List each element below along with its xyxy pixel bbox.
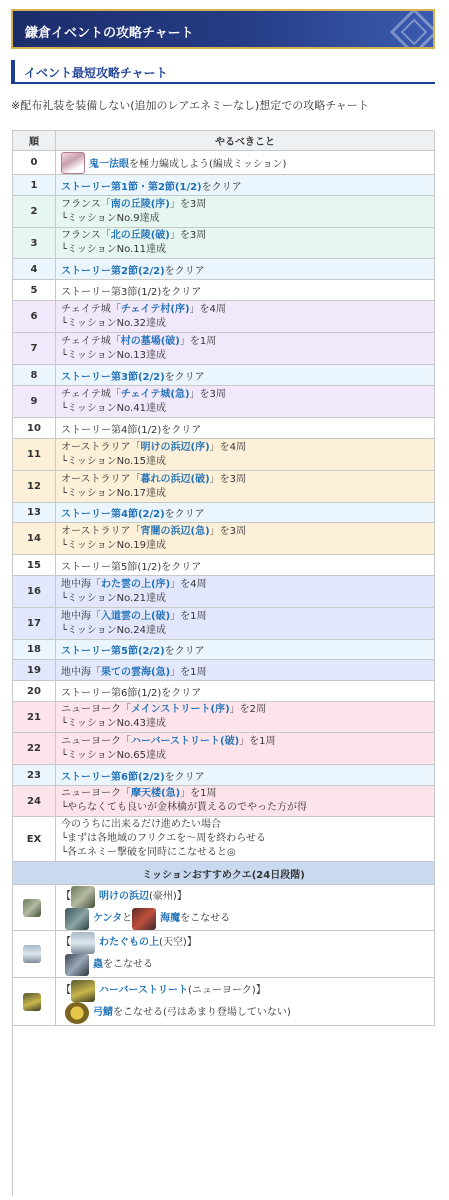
task-cell	[56, 333, 435, 365]
task-cell	[56, 681, 435, 702]
quest-link[interactable]: 北の丘陵(破)	[110, 230, 170, 241]
task-cell	[56, 660, 435, 681]
row-number: 9	[13, 386, 56, 418]
quest-link[interactable]: わた雲の上(序)	[101, 578, 171, 590]
row-number: 22	[13, 733, 56, 765]
task-cell	[56, 786, 435, 817]
quest-link[interactable]: ストーリー第4節(2/2)	[61, 509, 165, 520]
task-text: をクリア	[164, 509, 205, 520]
task-cell	[56, 301, 435, 333]
row-number: 15	[13, 555, 56, 576]
mission-note: └やらなくても良いが金林檎が貰えるのでやった方が得	[61, 802, 308, 813]
task-cell	[56, 196, 435, 228]
task-cell	[56, 471, 435, 503]
bow-icon	[65, 1002, 89, 1024]
task-cell	[56, 418, 435, 439]
task-text: ニューヨーク「	[61, 704, 131, 715]
task-main-line	[61, 684, 201, 699]
quest-link[interactable]: チェイテ村(序)	[120, 303, 190, 315]
quest-name-link[interactable]: ハーバーストリート	[99, 984, 188, 996]
task-line: 今のうちに出来るだけ進めたい場合	[61, 819, 221, 830]
quest-link[interactable]: チェイテ城(急)	[120, 388, 190, 400]
mission-note: └ミッションNo.43達成	[61, 718, 166, 729]
cloud-quest-icon	[23, 945, 41, 963]
task-text: 地中海「	[61, 610, 101, 622]
quest-title-row	[61, 932, 197, 954]
row-number: 4	[13, 259, 56, 280]
mission-note: └ミッションNo.65達成	[61, 749, 166, 761]
task-main-line	[61, 768, 205, 783]
task-main-line	[61, 642, 205, 657]
quest-enemy-row	[61, 1002, 291, 1024]
quest-text: をこなせる	[103, 959, 153, 970]
cloud-quest-icon	[71, 932, 95, 954]
task-cell	[56, 175, 435, 196]
row-number: 8	[13, 365, 56, 386]
bracket-open: 【	[61, 937, 71, 948]
quest-section-header: ミッションおすすめクエ(24日段階)	[13, 862, 435, 885]
quest-link[interactable]: ストーリー第6節(2/2)	[61, 771, 165, 783]
task-text: オーストラリア「	[61, 473, 141, 485]
enemy-link[interactable]: ケンタ	[93, 912, 123, 924]
bracket-close: 】	[255, 984, 266, 996]
task-cell	[56, 228, 435, 259]
header-task: やるべきこと	[56, 131, 435, 151]
row-number: 10	[13, 418, 56, 439]
task-main-line	[61, 388, 226, 402]
quest-icon-cell	[13, 931, 56, 978]
task-main-line	[61, 558, 201, 573]
quest-enemy-row	[61, 954, 153, 976]
mission-note: └ミッションNo.19達成	[61, 539, 166, 551]
task-line: └各エネミー撃破を同時にこなせると◎	[61, 847, 236, 858]
quest-link[interactable]: 南の丘陵(序)	[110, 198, 170, 210]
task-text: をクリア	[201, 181, 242, 193]
task-text: フランス「	[61, 198, 111, 210]
quest-region: (豪州)	[149, 890, 177, 902]
quest-detail	[56, 931, 435, 978]
task-text: 」を4周	[209, 441, 247, 453]
task-text: ストーリー第4節(1/2)をクリア	[61, 424, 202, 436]
row-number: EX	[13, 817, 56, 862]
task-cell	[56, 702, 435, 733]
bracket-open: 【	[61, 984, 71, 996]
row-number: 0	[13, 151, 56, 175]
task-text: オーストラリア「	[61, 525, 141, 537]
task-text: ニューヨーク「	[61, 788, 131, 799]
mission-note: └ミッションNo.41達成	[61, 402, 166, 414]
bracket-close: 】	[176, 890, 187, 902]
quest-enemy-row	[61, 908, 230, 930]
task-text: オーストラリア「	[61, 441, 141, 453]
task-main-line	[61, 368, 205, 383]
crest-icon	[389, 9, 435, 49]
row-number: 3	[13, 228, 56, 259]
quest-link[interactable]: 入道雲の上(破)	[101, 610, 171, 622]
quest-name-link[interactable]: わたぐもの上	[99, 937, 159, 948]
row-number: 13	[13, 503, 56, 523]
task-text: を極力編成しよう(編成ミッション)	[129, 159, 287, 170]
row-number: 1	[13, 175, 56, 196]
quest-link[interactable]: 明けの浜辺(序)	[140, 441, 210, 453]
task-main-line	[61, 262, 205, 277]
quest-link[interactable]: メインストリート(序)	[131, 704, 230, 715]
mission-note: └ミッションNo.9達成	[61, 212, 160, 224]
quest-detail	[56, 885, 435, 931]
strategy-table	[12, 130, 434, 1196]
row-number: 20	[13, 681, 56, 702]
harbor-quest-icon	[23, 993, 41, 1011]
sea-demon-icon	[132, 908, 156, 930]
row-number: 23	[13, 765, 56, 786]
quest-name-link[interactable]: 明けの浜辺	[99, 890, 149, 902]
quest-title-row	[61, 886, 187, 908]
task-main-line	[61, 283, 201, 298]
task-main-line	[61, 578, 207, 592]
task-main-line	[61, 198, 206, 212]
task-main-line	[61, 473, 246, 487]
task-cell	[56, 503, 435, 523]
header-order: 順	[13, 131, 56, 151]
task-text: 」を3周	[169, 230, 207, 241]
task-main-line	[61, 505, 205, 520]
quest-region: (ニューヨーク)	[188, 984, 256, 996]
task-text: 」を3周	[209, 473, 247, 485]
task-text: 」を2周	[229, 704, 267, 715]
quest-link[interactable]: 鬼一法眼	[89, 159, 129, 170]
row-number: 16	[13, 576, 56, 608]
quest-icon-cell	[13, 978, 56, 1026]
task-text: フランス「	[61, 230, 111, 241]
mission-note: └ミッションNo.15達成	[61, 455, 166, 467]
mission-note: └ミッションNo.11達成	[61, 244, 166, 255]
task-text: 」を1周	[170, 610, 207, 622]
quest-icon-cell	[13, 885, 56, 931]
task-main-line	[61, 525, 246, 539]
task-text: 」を1周	[180, 788, 217, 799]
task-cell	[56, 523, 435, 555]
task-line: └まずは各地域のフリクエを〜周を終わらせる	[61, 833, 266, 844]
bracket-open: 【	[61, 890, 71, 902]
task-cell	[56, 608, 435, 640]
row-number: 19	[13, 660, 56, 681]
task-text: 」を4周	[189, 303, 226, 315]
task-cell	[56, 576, 435, 608]
row-number: 5	[13, 280, 56, 301]
task-main-line	[61, 229, 206, 243]
row-number: 17	[13, 608, 56, 640]
row-number: 12	[13, 471, 56, 503]
row-number: 7	[13, 333, 56, 365]
kenta-icon	[65, 908, 89, 930]
task-main-line	[61, 441, 246, 455]
insect-icon	[65, 954, 89, 976]
mission-note: └ミッションNo.13達成	[61, 349, 166, 361]
task-main-line	[61, 735, 276, 749]
task-text: チェイテ城「	[61, 388, 121, 400]
task-cell	[56, 733, 435, 765]
task-cell	[56, 151, 435, 175]
quest-link[interactable]: ストーリー第2節(2/2)	[61, 265, 165, 277]
task-text: ストーリー第6節(1/2)をクリア	[61, 687, 202, 699]
task-cell	[56, 280, 435, 301]
task-cell	[56, 439, 435, 471]
task-cell	[56, 555, 435, 576]
mission-note: └ミッションNo.21達成	[61, 592, 166, 604]
task-cell	[56, 365, 435, 386]
task-text: ストーリー第5節(1/2)をクリア	[61, 561, 202, 573]
task-main-line	[61, 703, 266, 717]
task-text: チェイテ城「	[61, 335, 121, 347]
task-text: をクリア	[164, 646, 205, 657]
task-text: 」を3周	[209, 525, 247, 537]
task-main-line	[61, 152, 286, 174]
quest-link[interactable]: ストーリー第5節(2/2)	[61, 646, 165, 657]
mission-note: └ミッションNo.24達成	[61, 624, 166, 636]
row-number: 6	[13, 301, 56, 333]
row-number: 11	[13, 439, 56, 471]
task-cell	[56, 259, 435, 280]
task-main-line	[61, 421, 201, 436]
page-banner	[11, 9, 435, 49]
task-main-line	[61, 663, 207, 678]
task-text: 」を1周	[239, 735, 276, 747]
task-text: をクリア	[164, 371, 205, 383]
task-text: 地中海「	[61, 666, 101, 678]
task-text: 」を1周	[179, 335, 217, 347]
task-main-line	[61, 178, 242, 193]
quest-link[interactable]: ストーリー第1節・第2節(1/2)	[61, 181, 202, 193]
task-text: をクリア	[164, 265, 205, 277]
chart-note: ※配布礼装を装備しない(追加のレアエネミーなし)想定での攻略チャート	[11, 99, 369, 112]
banner-title: 鎌倉イベントの攻略チャート	[25, 26, 194, 41]
enemy-link[interactable]: 海魔	[160, 912, 181, 924]
row-number: 18	[13, 640, 56, 660]
quest-detail	[56, 978, 435, 1026]
mission-note: └ミッションNo.17達成	[61, 487, 166, 499]
task-cell	[56, 817, 435, 862]
quest-region: (天空)	[159, 937, 187, 948]
row-number: 2	[13, 196, 56, 228]
task-text: 」を4周	[170, 578, 207, 590]
task-main-line	[61, 610, 207, 624]
mission-note: └ミッションNo.32達成	[61, 317, 166, 329]
section-title: イベント最短攻略チャート	[24, 66, 168, 80]
task-text: 」を3周	[169, 198, 207, 210]
beach-quest-icon	[71, 886, 95, 908]
task-main-line	[61, 335, 216, 349]
task-text: ニューヨーク「	[61, 735, 131, 747]
quest-link[interactable]: 果ての雲海(急)	[101, 666, 171, 678]
task-cell	[56, 640, 435, 660]
row-number: 14	[13, 523, 56, 555]
task-main-line	[61, 303, 226, 317]
task-main-line	[61, 787, 217, 801]
enemy-link[interactable]: 弓鯖	[93, 1006, 113, 1018]
bracket-close: 】	[186, 937, 197, 948]
quest-link[interactable]: ハーバーストリート(破)	[131, 735, 240, 747]
task-cell	[56, 386, 435, 418]
harbor-quest-icon	[71, 980, 95, 1002]
quest-link[interactable]: 暮れの浜辺(破)	[140, 473, 210, 485]
quest-text: と	[122, 912, 133, 924]
task-text: 」を3周	[189, 388, 226, 400]
quest-title-row	[61, 980, 266, 1002]
section-heading	[11, 60, 435, 84]
row-number: 24	[13, 786, 56, 817]
kiichi-hogen-avatar	[61, 152, 85, 174]
enemy-link[interactable]: 蟲	[93, 959, 103, 970]
quest-link[interactable]: 宵闇の浜辺(急)	[140, 525, 210, 537]
task-text: 地中海「	[61, 578, 101, 590]
task-text: をクリア	[164, 771, 205, 783]
beach-quest-icon	[23, 899, 41, 917]
task-text: ストーリー第3節(1/2)をクリア	[61, 286, 202, 298]
quest-text: をこなせる	[180, 912, 231, 924]
quest-text: をこなせる(弓はあまり登場していない)	[113, 1006, 291, 1018]
quest-link[interactable]: 村の墓場(破)	[120, 335, 180, 347]
task-text: チェイテ城「	[61, 303, 121, 315]
quest-link[interactable]: ストーリー第3節(2/2)	[61, 371, 165, 383]
row-number: 21	[13, 702, 56, 733]
task-text: 」を1周	[170, 666, 207, 678]
quest-link[interactable]: 摩天楼(急)	[131, 788, 181, 799]
task-cell	[56, 765, 435, 786]
